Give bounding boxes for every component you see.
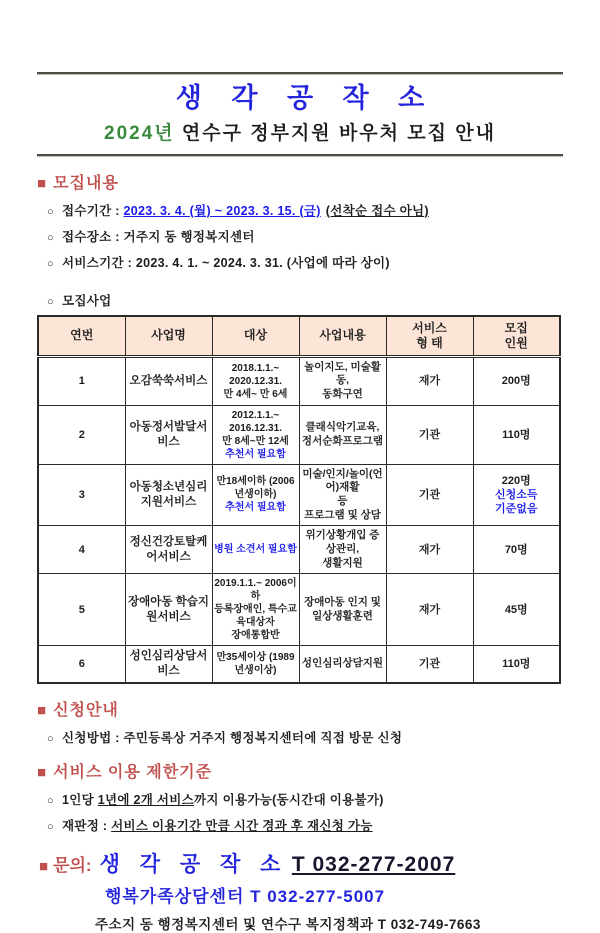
table-cell: 놀이지도, 미술활동, 동화구연 (299, 356, 386, 405)
section-title-apply: 신청안내 (53, 702, 119, 720)
contact-block (37, 848, 563, 878)
table-cell: 45명 (473, 574, 560, 646)
table-cell: 아동청소년심리지원서비스 (125, 464, 212, 526)
apply-method-text: 신청방법 : 주민등록상 거주지 행정복지센터에 직접 방문 신청 (61, 731, 403, 746)
table-cell: 성인심리상담지원 (299, 646, 386, 683)
table-cell: 4 (38, 526, 125, 574)
table-cell: 미술/인지/놀이(언어)재활 등 프로그램 및 상담 (299, 464, 386, 526)
bullet-programs (37, 291, 563, 309)
table-cell: 기관 (386, 405, 473, 464)
table-row (38, 356, 560, 405)
table-cell: 아동정서발달서비스 (125, 405, 212, 464)
table-cell: 만35세이상 (1989년생이상) (212, 646, 299, 683)
table-cell: 오감쑥쑥서비스 (125, 356, 212, 405)
subtitle-text: 연수구 정부지원 바우처 모집 안내 (174, 122, 496, 144)
table-cell: 정신건강토탈케어서비스 (125, 526, 212, 574)
column-header: 사업내용 (299, 316, 386, 357)
program-table-body (38, 356, 560, 683)
table-cell: 성인심리상담서비스 (125, 646, 212, 683)
table-cell: 2019.1.1.~ 2006이하 등록장애인, 특수교육대상자 장애통합반 (212, 574, 299, 646)
table-cell: 재가 (386, 574, 473, 646)
column-header: 모집 인원 (473, 316, 560, 357)
column-header: 연번 (38, 316, 125, 357)
contact-org-phone: T 032-277-2007 (291, 853, 456, 877)
table-cell: 2 (38, 405, 125, 464)
table-cell: 200명 (473, 356, 560, 405)
table-cell: 110명 (473, 405, 560, 464)
contact-label: 문의: (53, 856, 92, 876)
table-cell: 기관 (386, 464, 473, 526)
table-cell: 장애아동 학습지원서비스 (125, 574, 212, 646)
table-cell: 3 (38, 464, 125, 526)
table-row (38, 574, 560, 646)
programs-label: 모집사업 (61, 293, 112, 308)
contact-org-name: 생 각 공 작 소 (99, 853, 288, 877)
bullet-circle-icon: ○ (47, 821, 54, 834)
bullet-place (37, 227, 563, 245)
bullet-limit-rule1 (37, 790, 563, 808)
program-table (37, 315, 561, 684)
table-cell: 병원 소견서 필요함 (212, 526, 299, 574)
bullet-circle-icon: ○ (47, 205, 54, 218)
section-heading-recruit (37, 170, 563, 193)
period-note: (선착순 접수 아님) (325, 203, 429, 218)
table-cell: 재가 (386, 526, 473, 574)
service-period-text: 서비스기간 : 2023. 4. 1. ~ 2024. 3. 31. (사업에 따라 상이) (61, 255, 390, 270)
table-cell: 6 (38, 646, 125, 683)
bullet-apply-method (37, 728, 563, 746)
column-header: 대상 (212, 316, 299, 357)
subtitle-year: 2024년 (104, 122, 175, 144)
section-square-icon: ■ (37, 174, 48, 192)
bullet-circle-icon: ○ (47, 733, 54, 746)
table-cell: 5 (38, 574, 125, 646)
table-cell: 장애아동 인지 및 일상생활훈련 (299, 574, 386, 646)
bullet-limit-rule2 (37, 816, 563, 834)
contact-line-welfare-office: 주소지 동 행정복지센터 및 연수구 복지정책과 T 032-749-7663 (95, 917, 481, 933)
bullet-service-period (37, 253, 563, 271)
bullet-period (37, 201, 563, 219)
rule2-underline: 서비스 이용기간 만큼 시간 경과 후 재신청 가능 (111, 819, 373, 834)
section-heading-apply (37, 697, 563, 720)
table-cell: 위기상황개입 증상관리, 생활지원 (299, 526, 386, 574)
column-header: 사업명 (125, 316, 212, 357)
section-square-icon: ■ (37, 702, 48, 720)
table-cell: 1 (38, 356, 125, 405)
rule2-prefix: 재판정 : (61, 819, 112, 834)
table-cell: 220명 신청소득 기준없음 (473, 464, 560, 526)
page-title (37, 118, 563, 145)
notice-page (0, 72, 600, 933)
bullet-circle-icon: ○ (47, 257, 54, 270)
document-header (37, 75, 563, 154)
period-label: 접수기간 : (61, 203, 124, 218)
table-row (38, 464, 560, 526)
section-heading-limit (37, 759, 563, 782)
table-cell: 2018.1.1.~ 2020.12.31. 만 4세~ 만 6세 (212, 356, 299, 405)
table-row (38, 646, 560, 683)
table-cell: 클래식악기교육, 정서순화프로그램 (299, 405, 386, 464)
table-cell: 재가 (386, 356, 473, 405)
place-text: 접수장소 : 거주지 동 행정복지센터 (61, 229, 255, 244)
table-cell: 2012.1.1.~ 2016.12.31. 만 8세~만 12세 추천서 필요함 (212, 405, 299, 464)
table-cell: 만18세이하 (2006년생이하) 추천서 필요함 (212, 464, 299, 526)
org-title: 생 각 공 작 소 (175, 83, 436, 113)
bullet-circle-icon: ○ (47, 231, 54, 244)
header-bottom-rule (37, 154, 563, 157)
column-header: 서비스 형 태 (386, 316, 473, 357)
rule1-underline: 1년에 2개 서비스 (97, 793, 195, 808)
table-header-row (38, 316, 560, 357)
section-square-icon: ■ (39, 858, 49, 876)
rule1-prefix: 1인당 (61, 793, 98, 808)
bullet-circle-icon: ○ (47, 295, 54, 308)
bullet-circle-icon: ○ (47, 795, 54, 808)
period-value: 2023. 3. 4. (월) ~ 2023. 3. 15. (금) (123, 203, 321, 218)
table-row (38, 526, 560, 574)
rule1-suffix: 까지 이용가능(동시간대 이용불가) (194, 793, 384, 808)
section-title-limit: 서비스 이용 제한기준 (53, 764, 213, 782)
section-square-icon: ■ (37, 764, 48, 782)
table-cell: 70명 (473, 526, 560, 574)
contact-line-counsel-center: 행복가족상담센터 T 032-277-5007 (105, 887, 386, 907)
table-cell: 110명 (473, 646, 560, 683)
table-cell: 기관 (386, 646, 473, 683)
table-row (38, 405, 560, 464)
section-title-recruit: 모집내용 (53, 174, 119, 192)
